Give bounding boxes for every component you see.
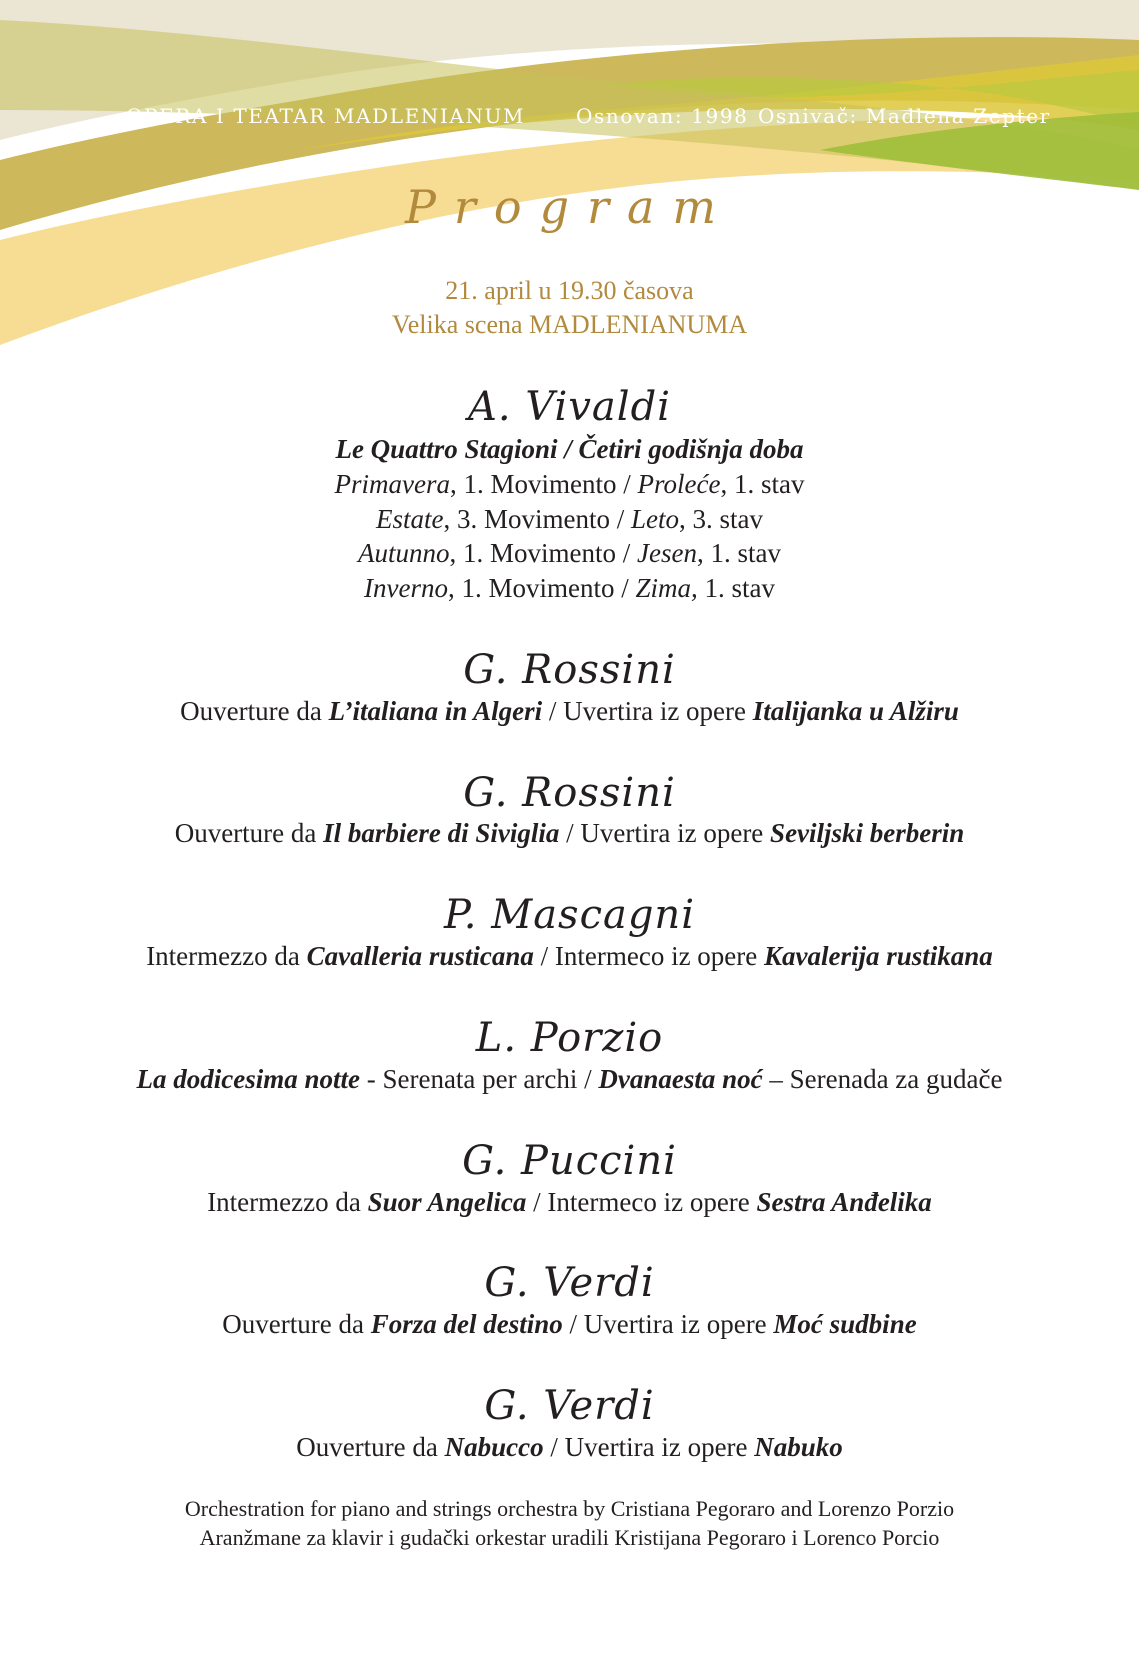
- founder-name: Osnivač: Madlena Zepter: [758, 104, 1051, 128]
- movement-number: , 1. Movimento /: [447, 573, 636, 603]
- work-title-italian: Le Quattro Stagioni: [335, 434, 558, 464]
- event-date: 21. april u 19.30 časova: [445, 276, 694, 305]
- composer-name: P. Mascagni: [444, 892, 695, 938]
- movement-italian: Autunno: [358, 538, 450, 568]
- work-line: [0, 941, 1139, 972]
- composer-name: G. Rossini: [463, 647, 676, 693]
- work-title-serbian: Dvanaesta noć: [598, 1064, 763, 1094]
- header-bar: [0, 104, 1139, 134]
- movement-italian: Estate: [375, 504, 444, 534]
- movement-number: , 1. Movimento /: [450, 469, 638, 499]
- composer-name: G. Puccini: [462, 1138, 677, 1184]
- movement-stav: , 1. stav: [696, 538, 781, 568]
- movement-line: [0, 573, 1139, 604]
- work-prefix: Intermezzo da: [207, 1187, 368, 1217]
- founded-year: Osnovan: 1998: [576, 104, 749, 128]
- movement-line: [0, 538, 1139, 569]
- composer-name: G. Rossini: [463, 770, 676, 816]
- work-line: [0, 696, 1139, 727]
- work-title-italian: Il barbiere di Siviglia: [323, 818, 560, 848]
- work-title-serbian: Nabuko: [754, 1432, 843, 1462]
- movement-stav: 1. stav: [697, 573, 775, 603]
- work-line: [0, 1309, 1139, 1340]
- orchestration-credit-en: Orchestration for piano and strings orchestra by Cristiana Pegoraro and Lorenzo Porzio: [184, 1496, 955, 1521]
- movement-serbian: Zima,: [635, 573, 698, 603]
- movement-number: , 1. Movimento /: [449, 538, 638, 568]
- organization-name: OPERA I TEATAR MADLENIANUM: [126, 104, 526, 128]
- separator: /: [557, 434, 579, 464]
- movement-stav: , 3. stav: [679, 504, 763, 534]
- work-title: [0, 434, 1139, 465]
- work-title-serbian: Moć sudbine: [773, 1309, 917, 1339]
- movement-line: [0, 469, 1139, 500]
- work-middle: / Uvertira iz opere: [562, 1309, 774, 1339]
- movement-italian: Inverno: [364, 573, 448, 603]
- work-line: [0, 1187, 1139, 1218]
- movement-number: , 3. Movimento /: [443, 504, 631, 534]
- work-prefix: Ouverture da: [296, 1432, 445, 1462]
- work-title-serbian: Četiri godišnja doba: [578, 434, 804, 464]
- composer-name: G. Verdi: [484, 1383, 655, 1429]
- work-line: [0, 1064, 1139, 1095]
- work-suffix: – Serenada za gudače: [762, 1064, 1003, 1094]
- movement-serbian: Proleće: [637, 469, 721, 499]
- work-line: [0, 818, 1139, 849]
- work-title-serbian: Sestra Anđelika: [756, 1187, 932, 1217]
- work-title-italian: Nabucco: [444, 1432, 544, 1462]
- movement-italian: Primavera: [334, 469, 451, 499]
- work-prefix: Ouverture da: [180, 696, 329, 726]
- movement-stav: , 1. stav: [720, 469, 805, 499]
- program-title: Program: [404, 180, 735, 234]
- work-middle: / Uvertira iz opere: [542, 696, 753, 726]
- work-title-serbian: Kavalerija rustikana: [764, 941, 993, 971]
- work-title-serbian: Seviljski berberin: [770, 818, 965, 848]
- work-middle: / Uvertira iz opere: [543, 1432, 755, 1462]
- orchestration-credit-sr: Aranžmane za klavir i gudački orkestar uradili Kristijana Pegoraro i Lorenco Porcio: [199, 1525, 940, 1550]
- work-title-italian: Forza del destino: [370, 1309, 563, 1339]
- work-middle: - Serenata per archi /: [359, 1064, 599, 1094]
- movement-serbian: Jesen: [637, 538, 697, 568]
- work-title-italian: Suor Angelica: [367, 1187, 527, 1217]
- work-title-serbian: Italijanka u Alžiru: [752, 696, 959, 726]
- event-venue: Velika scena MADLENIANUMA: [391, 310, 748, 339]
- movement-line: [0, 504, 1139, 535]
- work-prefix: Ouverture da: [222, 1309, 371, 1339]
- work-prefix: Ouverture da: [174, 818, 324, 848]
- work-title-italian: Cavalleria rusticana: [306, 941, 534, 971]
- work-middle: / Uvertira iz opere: [559, 818, 771, 848]
- work-title-italian: L’italiana in Algeri: [328, 696, 543, 726]
- work-middle: / Intermeco iz opere: [533, 941, 765, 971]
- composer-name: L. Porzio: [475, 1015, 664, 1061]
- composer-name: G. Verdi: [484, 1260, 655, 1306]
- composer-name: A. Vivaldi: [468, 384, 671, 430]
- work-title-italian: La dodicesima notte: [136, 1064, 360, 1094]
- work-prefix: Intermezzo da: [146, 941, 307, 971]
- movement-serbian: Leto: [630, 504, 679, 534]
- work-line: [0, 1432, 1139, 1463]
- work-middle: / Intermeco iz opere: [526, 1187, 757, 1217]
